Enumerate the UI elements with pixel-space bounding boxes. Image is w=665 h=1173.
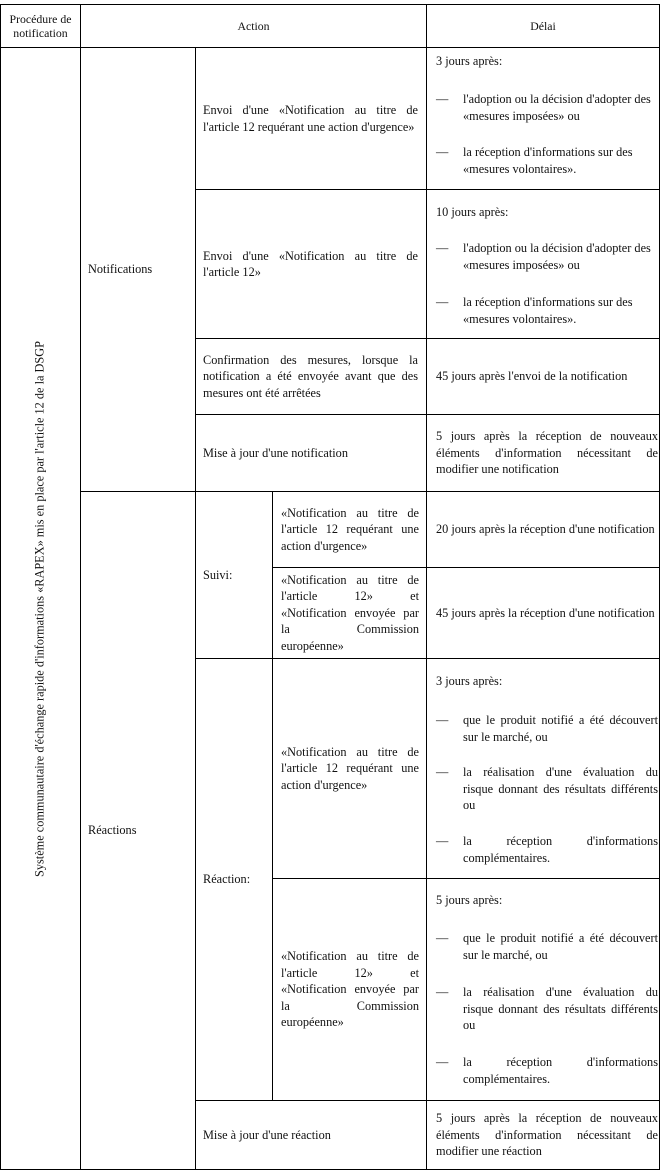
dash: — <box>436 765 449 779</box>
notif-urgent-item-1: l'adoption ou la décision d'adopter des «mesures imposées» ou <box>463 92 651 123</box>
reaction-update-action: Mise à jour d'une réaction <box>203 1127 331 1142</box>
reaction-urgent-item-3: la réception d'informations complémentaires. <box>463 834 658 865</box>
rule-col3 <box>272 491 273 1100</box>
header-action: Action <box>237 19 270 33</box>
system-label-cell <box>0 48 80 1170</box>
dash: — <box>436 713 449 727</box>
dash: — <box>436 241 449 255</box>
reaction-art12-item-3: la réception d'informations complémentaires. <box>463 1055 658 1086</box>
suivi-urgent-delay: 20 jours après la réception d'une notification <box>436 522 655 537</box>
header-procedure-line-2: notification <box>13 26 68 40</box>
rule-bottom <box>0 1169 660 1170</box>
reaction-art12-action: «Notification au titre de l'article 12» et «Notification envoyée par la Commission européenne» <box>281 949 419 1030</box>
notif-confirm-delay: 45 jours après l'envoi de la notification <box>436 369 628 384</box>
rule-col4 <box>426 4 427 1170</box>
dash: — <box>436 295 449 309</box>
reaction-art12-delay-intro: 5 jours après: <box>436 893 503 907</box>
notif-urgent-action: Envoi d'une «Notification au titre de l'article 12 requérant une action d'urgence» <box>203 103 418 134</box>
rule-col2 <box>195 47 196 1170</box>
notif-confirm-action: Confirmation des mesures, lorsque la notification a été envoyée avant que des mesures ont été arrêtées <box>203 352 418 400</box>
notif-art12-action: Envoi d'une «Notification au titre de l'article 12» <box>203 248 418 279</box>
dash: — <box>436 1055 449 1069</box>
notif-art12-item-1: l'adoption ou la décision d'adopter des «mesures imposées» ou <box>463 241 651 272</box>
suivi-urgent-action: «Notification au titre de l'article 12 requérant une action d'urgence» <box>281 505 419 553</box>
notif-urgent-item-2: la réception d'informations sur des «mesures volontaires». <box>463 145 633 176</box>
header-procedure-line-1: Procédure de <box>9 12 72 26</box>
reaction-art12-item-2: la réalisation d'une évaluation du risque donnant des résultats différents ou <box>463 985 658 1032</box>
dash: — <box>436 931 449 945</box>
dash: — <box>436 985 449 999</box>
group-notifications: Notifications <box>88 262 153 277</box>
notif-update-delay: 5 jours après la réception de nouveaux éléments d'information nécessitant de modifier une notification <box>436 429 658 477</box>
header-delai: Délai <box>530 19 556 33</box>
dash: — <box>436 834 449 848</box>
reaction-update-delay: 5 jours après la réception de nouveaux éléments d'information nécessitant de modifier une réaction <box>436 1111 658 1159</box>
notif-art12-delay-intro: 10 jours après: <box>436 205 509 219</box>
dash: — <box>436 145 449 159</box>
header-procedure <box>1 5 80 47</box>
reaction-art12-item-1: que le produit notifié a été découvert sur le marché, ou <box>463 931 658 962</box>
suivi-art12-action: «Notification au titre de l'article 12» et «Notification envoyée par la Commission européenne» <box>281 572 419 653</box>
system-label: Système communautaire d'échange rapide d'informations «RAPEX» mis en place par l'article 12 de la DSGP <box>32 341 47 877</box>
suivi-label: Suivi: <box>203 567 233 582</box>
notif-art12-item-2: la réception d'informations sur des «mesures volontaires». <box>463 295 633 326</box>
rule-col1 <box>80 4 81 1170</box>
reaction-urgent-item-2: la réalisation d'une évaluation du risque donnant des résultats différents ou <box>463 765 658 812</box>
rule-right <box>659 4 660 1170</box>
reaction-label: Réaction: <box>203 872 251 887</box>
reaction-urgent-item-1: que le produit notifié a été découvert sur le marché, ou <box>463 713 658 744</box>
reaction-urgent-delay-intro: 3 jours après: <box>436 674 503 688</box>
notif-urgent-delay-intro: 3 jours après: <box>436 54 503 68</box>
suivi-art12-delay: 45 jours après la réception d'une notification <box>436 605 655 620</box>
reaction-urgent-action: «Notification au titre de l'article 12 requérant une action d'urgence» <box>281 744 419 792</box>
dash: — <box>436 92 449 106</box>
notif-update-action: Mise à jour d'une notification <box>203 445 348 460</box>
group-reactions: Réactions <box>88 823 137 838</box>
